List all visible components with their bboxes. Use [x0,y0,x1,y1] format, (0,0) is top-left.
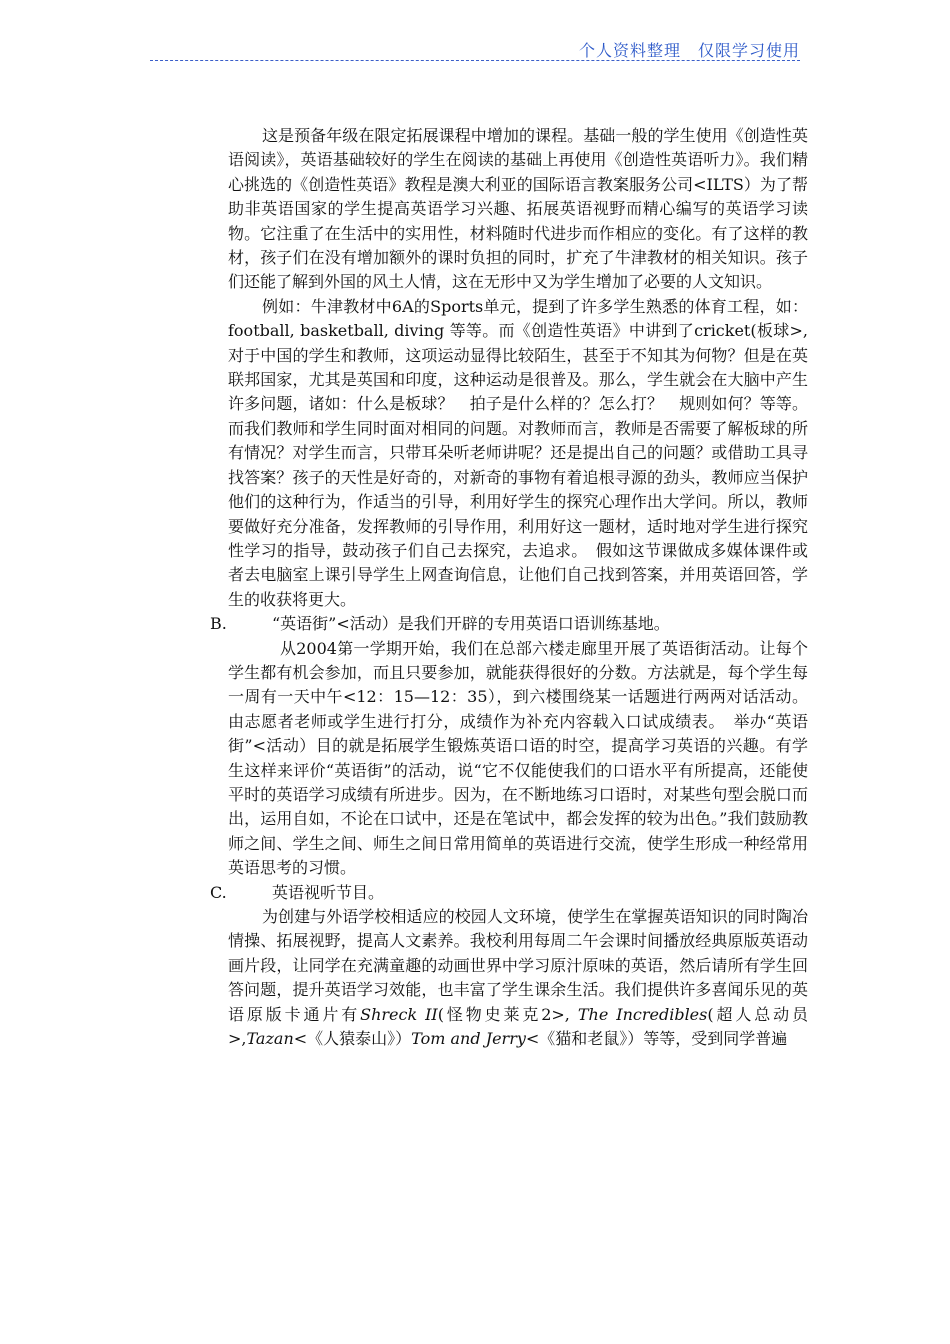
paragraph-av-program [228,905,808,1051]
av-text-2: (怪物史莱克2>, [437,1004,578,1024]
av-text-3: (超人总动员>, [228,1004,808,1049]
document-body [210,124,808,1051]
film-title-tazan: Tazan [246,1029,294,1049]
section-b-marker: B. [210,614,227,634]
paragraph-example: 例如：牛津教材中6A的Sports单元，提到了许多学生熟悉的体育工程，如：football, basketball, diving 等等。而《创造性英语》中讲到了cricket(板球>,对于中国的学生和教师，这项运动显得比较陌生，甚至于不知其为何物？但是在英联邦国家，尤其是英国和印度，这种运动是很普及。那么，学生就会在大脑中产生许多问题，诸如：什么是板球？ 拍子是什么样的？怎么打？ 规则如何？等等。而我们教师和学生同时面对相同的问题。对教师而言，教师是否需要了解板球的所有情况？对学生而言，只带耳朵听老师讲呢？还是提出自己的问题？或借助工具寻找答案？孩子的天性是好奇的，对新奇的事物有着追根寻源的劲头，教师应当保护他们的这种行为，作适当的引导，利用好学生的探究心理作出大学问。所以，教师要做好充分准备，发挥教师的引导作用，利用好这一题材，适时地对学生进行探究性学习的指导，鼓动孩子们自己去探究，去追求。 假如这节课做成多媒体课件或者去电脑室上课引导学生上网查询信息，让他们自己找到答案，并用英语回答，学生的收获将更大。 [228,296,808,609]
section-c-marker: C. [210,882,227,902]
av-text-1: 为创建与外语学校相适应的校园人文环境，使学生在掌握英语知识的同时陶冶情操、拓展视野，提高人文素养。我校利用每周二午会课时间播放经典原版英语动画片段，让同学在充满童趣的动画世界中学习原汁原味的英语，然后请所有学生回答问题，提升英语学习效能，也丰富了学生课余生活。我们提供许多喜闻乐见的英语原版卡通片有 [228,907,808,1024]
av-text-4: <《人猿泰山》） [293,1029,412,1049]
section-b-title: “英语街”<活动）是我们开辟的专用英语口语训练基地。 [272,614,670,634]
paragraph-intro: 这是预备年级在限定拓展课程中增加的课程。基础一般的学生使用《创造性英语阅读》，英语基础较好的学生在阅读的基础上再使用《创造性英语听力》。我们精心挑选的《创造性英语》教程是澳大利亚的国际语言教案服务公司<ILTS）为了帮助非英语国家的学生提高英语学习兴趣、拓展英语视野而精心编写的英语学习读物。它注重了在生活中的实用性，材料随时代进步而作相应的变化。有了这样的教材，孩子们在没有增加额外的课时负担的同时，扩充了牛津教材的相关知识。孩子们还能了解到外国的风土人情，这在无形中又为学生增加了必要的人文知识。 [228,126,808,292]
section-c-heading [210,881,808,905]
film-title-incredibles: The Incredibles [577,1004,708,1024]
paragraph-english-street: 从2004第一学期开始，我们在总部六楼走廊里开展了英语街活动。让每个学生都有机会参加，而且只要参加，就能获得很好的分数。方法就是，每个学生每一周有一天中午<12：15—12：35），到六楼围绕某一话题进行两两对话活动。由志愿者老师或学生进行打分，成绩作为补充内容载入口试成绩表。 举办“英语街”<活动）目的就是拓展学生锻炼英语口语的时空，提高学习英语的兴趣。有学生这样来评价“英语街”的活动，说“它不仅能使我们的口语水平有所提高，还能使平时的英语学习成绩有所进步。因为，在不断地练习口语时，对某些句型会脱口而出，运用自如，不论在口试中，还是在笔试中，都会发挥的较为出色。”我们鼓励教师之间、学生之间、师生之间日常用简单的英语进行交流，使学生形成一种经常用英语思考的习惯。 [228,638,808,878]
film-title-shrek: Shreck II [360,1004,438,1024]
page-header: 个人资料整理 仅限学习使用 [578,41,800,60]
header-divider [150,60,800,61]
film-title-tom-jerry: Tom and Jerry [411,1029,526,1049]
section-b-heading [210,612,808,636]
section-c-title: 英语视听节目。 [272,882,385,902]
av-text-5: <《猫和老鼠》）等等，受到同学普遍 [525,1029,788,1049]
